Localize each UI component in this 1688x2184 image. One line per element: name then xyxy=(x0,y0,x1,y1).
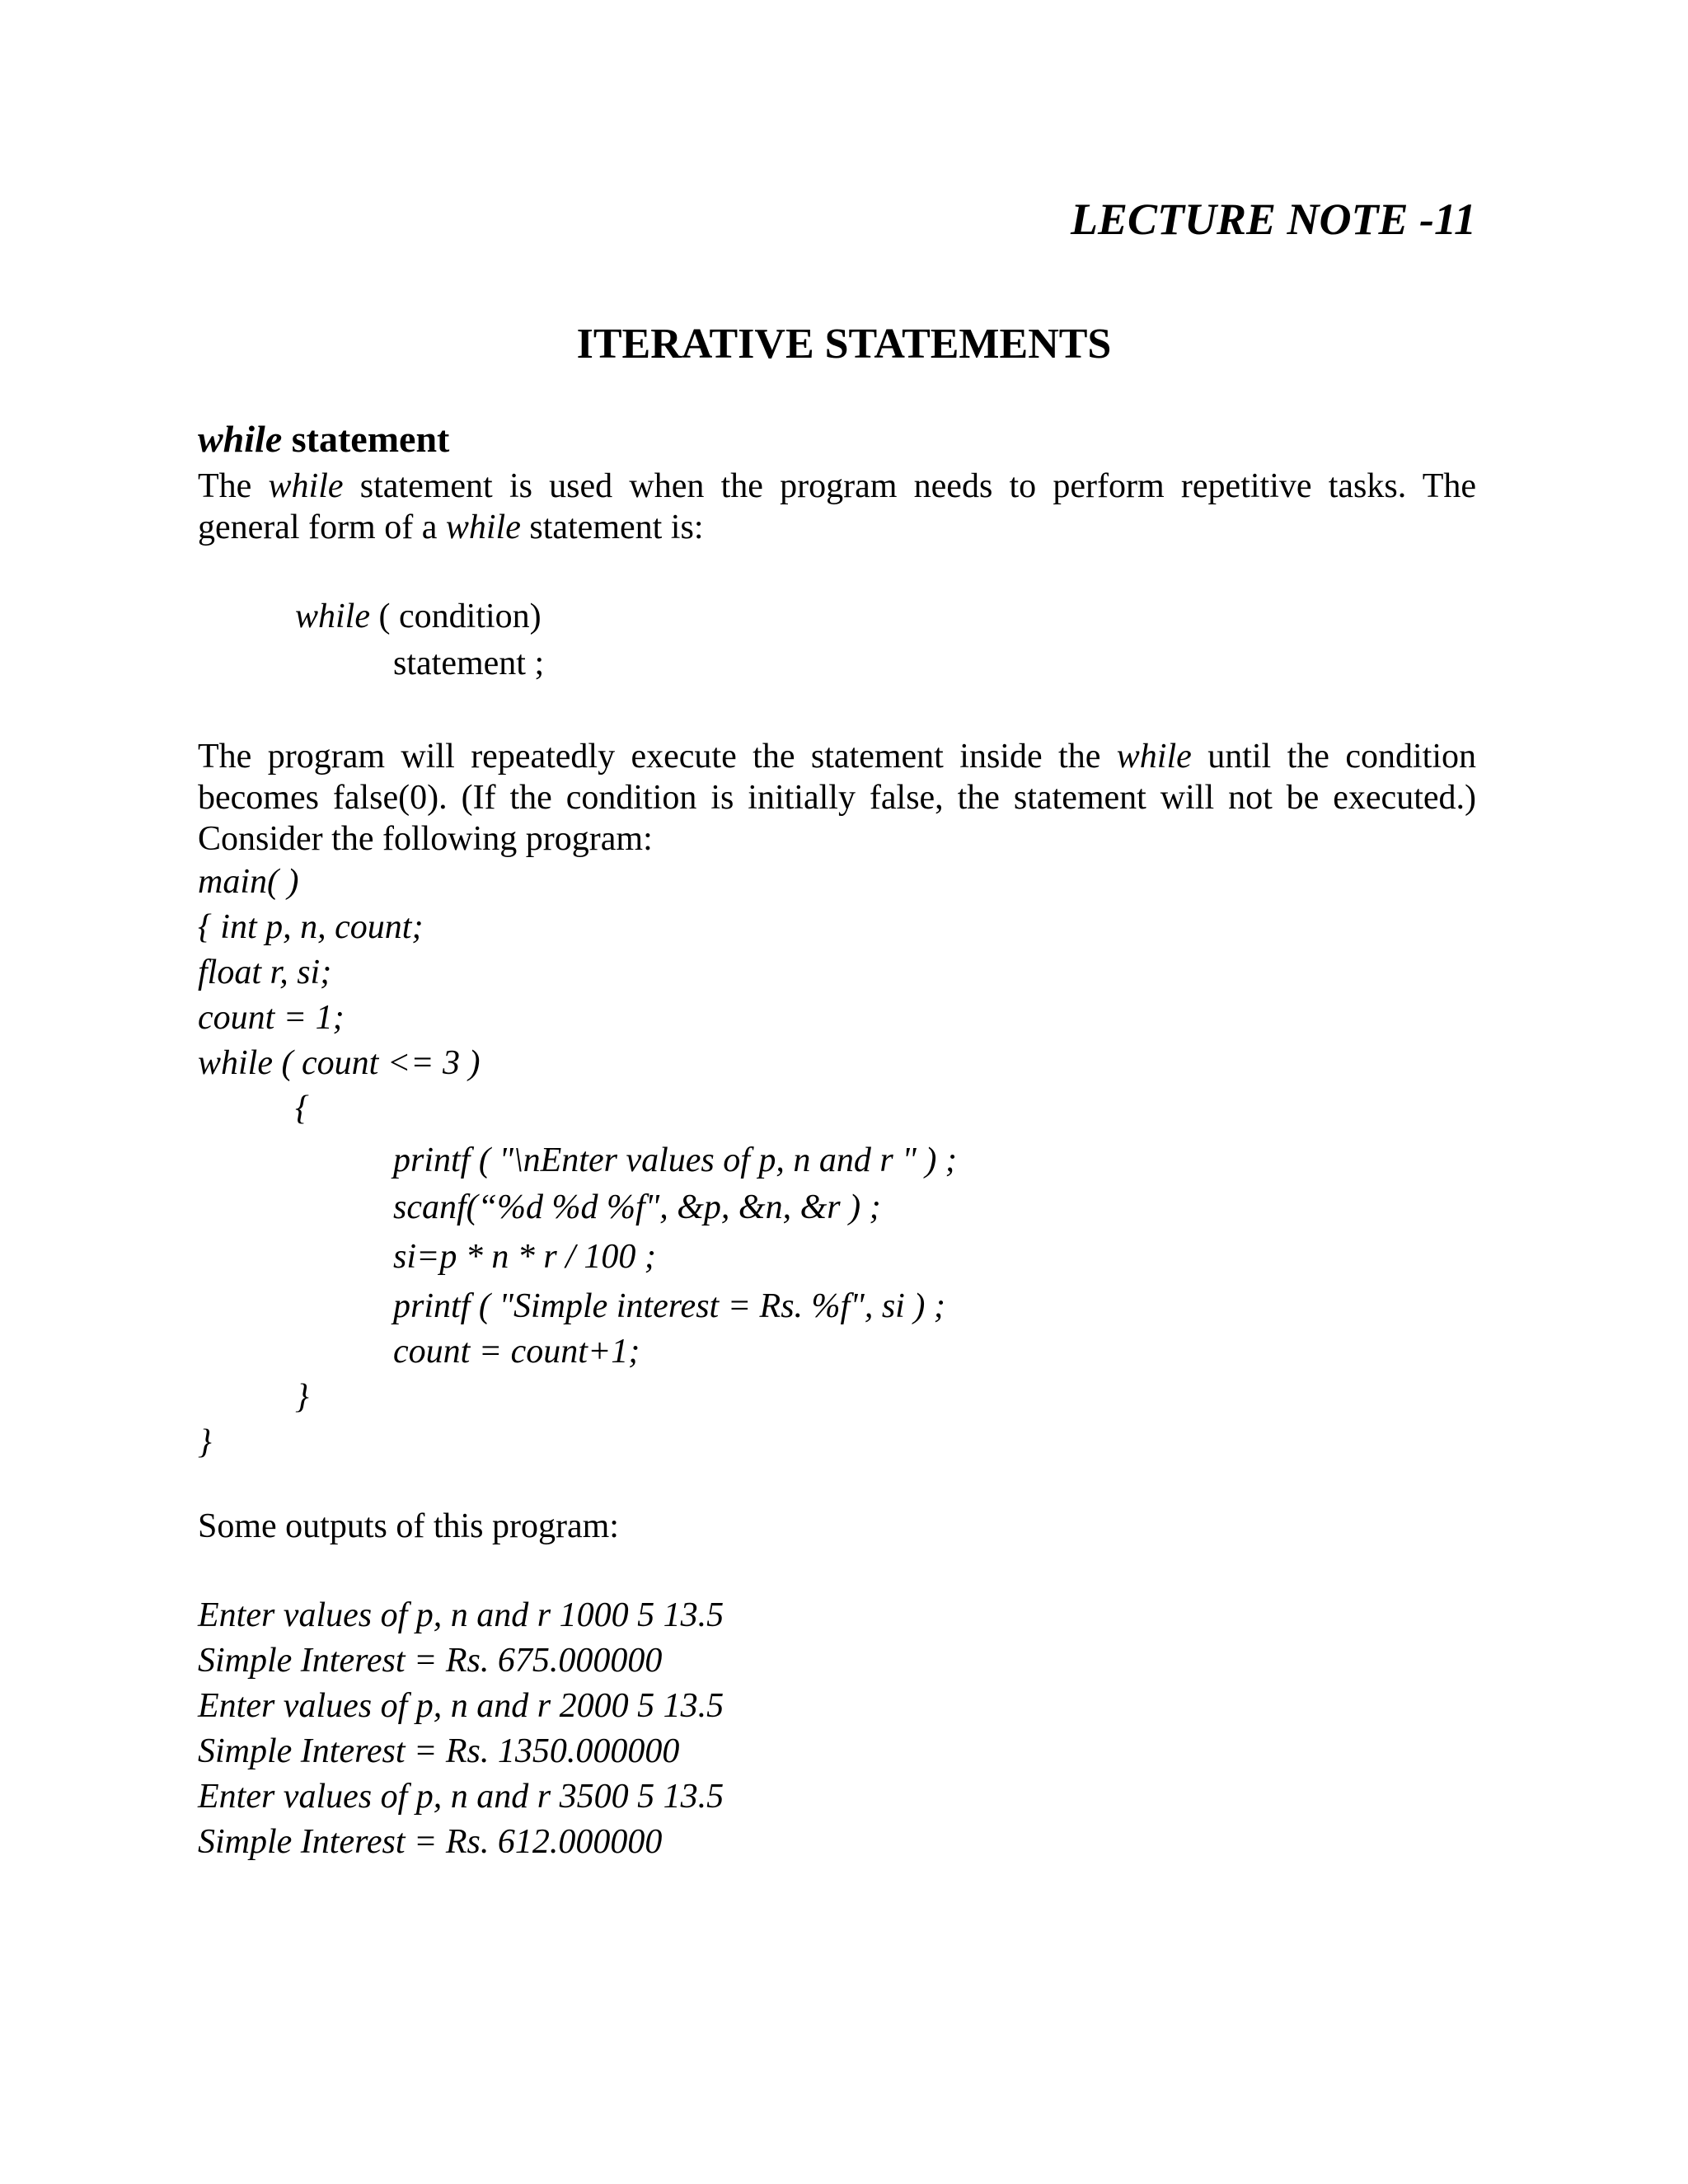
syntax-while-line xyxy=(295,596,542,637)
desc-text-2: until the condition becomes false(0). (If the condition is initially false, the statement will not be executed.) Consider the following program: xyxy=(198,738,1477,858)
output-line: Enter values of p, n and r 3500 5 13.5 xyxy=(198,1778,724,1816)
code-line: { int p, n, count; xyxy=(198,908,424,946)
intro-keyword-1: while xyxy=(268,467,344,505)
output-line: Enter values of p, n and r 1000 5 13.5 xyxy=(198,1596,724,1634)
lecture-note-label: LECTURE NOTE -11 xyxy=(1070,194,1476,244)
description-paragraph xyxy=(198,736,1476,860)
code-line: float r, si; xyxy=(198,954,332,991)
heading-keyword: while xyxy=(198,418,283,460)
code-line: printf ( "\nEnter values of p, n and r " ) ; xyxy=(393,1141,957,1179)
code-line: scanf(“%d %d %f", &p, &n, &r ) ; xyxy=(393,1188,881,1226)
section-heading xyxy=(198,417,449,461)
code-line: si=p * n * r / 100 ; xyxy=(393,1238,656,1276)
code-line: count = count+1; xyxy=(393,1333,640,1371)
output-line: Enter values of p, n and r 2000 5 13.5 xyxy=(198,1687,724,1725)
code-line: count = 1; xyxy=(198,999,345,1037)
syntax-condition: ( condition) xyxy=(370,598,542,635)
code-line: } xyxy=(198,1423,212,1461)
page-title: ITERATIVE STATEMENTS xyxy=(576,321,1112,368)
intro-text-3: statement is: xyxy=(520,509,704,546)
code-line: while ( count <= 3 ) xyxy=(198,1044,481,1082)
syntax-keyword: while xyxy=(295,598,370,635)
desc-text-1: The program will repeatedly execute the statement inside the xyxy=(198,738,1117,776)
code-line: printf ( "Simple interest = Rs. %f", si ) ; xyxy=(393,1287,945,1325)
syntax-statement-line: statement ; xyxy=(393,644,545,682)
intro-text-1: The xyxy=(198,467,269,505)
code-line: } xyxy=(295,1378,309,1416)
intro-keyword-2: while xyxy=(445,509,521,546)
output-line: Simple Interest = Rs. 675.000000 xyxy=(198,1642,663,1680)
outputs-label: Some outputs of this program: xyxy=(198,1507,619,1545)
heading-text: statement xyxy=(282,418,450,460)
intro-paragraph xyxy=(198,466,1476,548)
intro-text-2: statement is used when the program needs to perform repetitive tasks. The general form of a xyxy=(198,467,1477,546)
output-line: Simple Interest = Rs. 1350.000000 xyxy=(198,1732,680,1770)
code-line: { xyxy=(295,1090,309,1127)
code-line: main( ) xyxy=(198,863,299,901)
output-line: Simple Interest = Rs. 612.000000 xyxy=(198,1823,663,1861)
desc-keyword: while xyxy=(1116,738,1192,776)
